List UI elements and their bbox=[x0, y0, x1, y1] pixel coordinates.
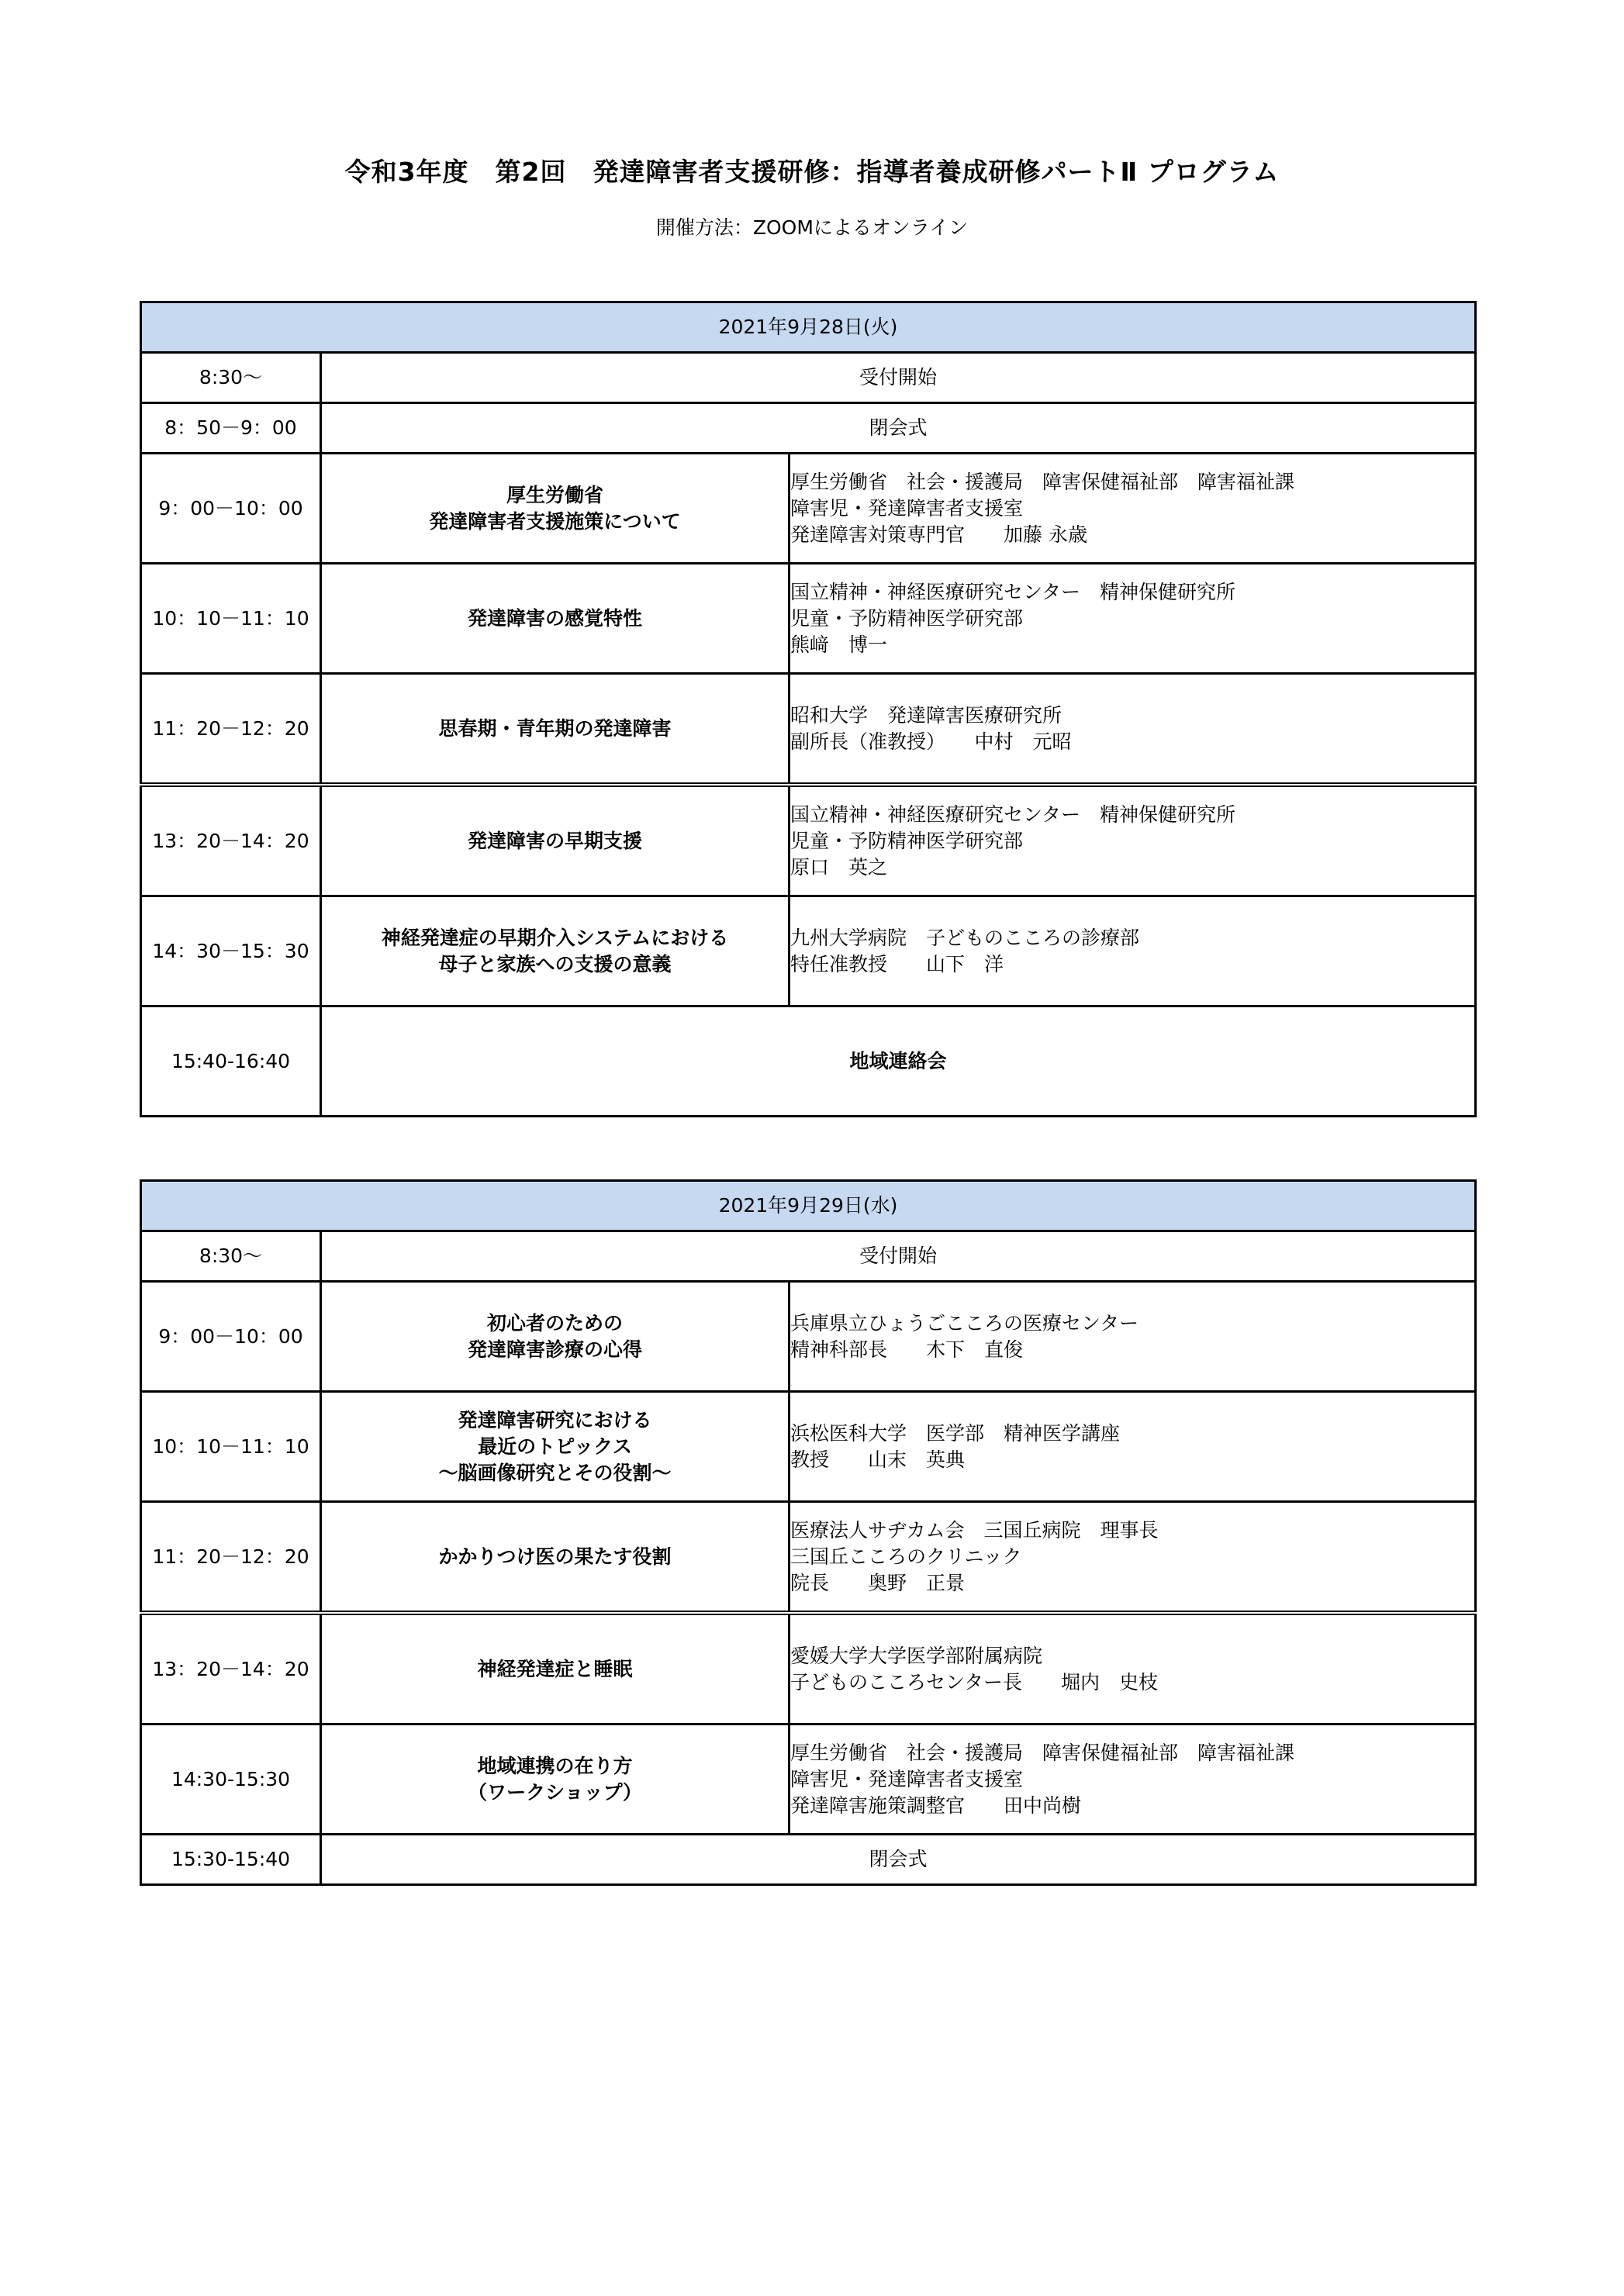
topic-line: 発達障害診療の心得 bbox=[467, 1338, 642, 1361]
table-row bbox=[141, 1392, 1476, 1502]
time-cell: 13：20－14：20 bbox=[141, 785, 321, 896]
table-row bbox=[141, 896, 1476, 1006]
speaker-line: 児童・予防精神医学研究部 bbox=[790, 606, 1024, 630]
topic-line: 初心者のための bbox=[486, 1311, 623, 1334]
topic-line: かかりつけ医の果たす役割 bbox=[438, 1545, 672, 1568]
speaker-line: 愛媛大学大学医学部附属病院 bbox=[790, 1644, 1043, 1667]
table-row bbox=[141, 1613, 1476, 1725]
speaker-line: 国立精神・神経医療研究センター 精神保健研究所 bbox=[790, 803, 1236, 826]
speaker-line: 精神科部長 木下 直俊 bbox=[790, 1338, 1024, 1361]
speaker-cell bbox=[790, 564, 1476, 674]
speaker-line: 院長 奥野 正景 bbox=[790, 1571, 966, 1594]
speaker-cell bbox=[790, 785, 1476, 896]
table-row bbox=[141, 454, 1476, 564]
speaker-line: 子どものこころセンター長 堀内 史枝 bbox=[790, 1670, 1159, 1694]
date-header: 2021年9月28日(火) bbox=[141, 302, 1476, 353]
speaker-line: 三国丘こころのクリニック bbox=[790, 1545, 1022, 1568]
speaker-cell bbox=[790, 1613, 1476, 1725]
event-cell: 閉会式 bbox=[321, 1835, 1476, 1885]
speaker-cell bbox=[790, 1282, 1476, 1392]
speaker-line: 兵庫県立ひょうごこころの医療センター bbox=[790, 1311, 1139, 1334]
topic-line: 厚生労働省 bbox=[506, 483, 603, 506]
topic-line: 発達障害者支援施策について bbox=[429, 509, 681, 533]
time-cell: 8:30～ bbox=[141, 1231, 321, 1282]
topic-line: 発達障害の早期支援 bbox=[467, 829, 642, 852]
speaker-line: 副所長（准教授） 中村 元昭 bbox=[790, 730, 1072, 753]
time-cell: 10：10－11：10 bbox=[141, 564, 321, 674]
speaker-line: 熊﨑 博一 bbox=[790, 633, 888, 656]
topic-cell bbox=[321, 454, 790, 564]
table-row bbox=[141, 1006, 1476, 1117]
schedule-table-day1 bbox=[140, 301, 1477, 1117]
speaker-line: 原口 英之 bbox=[790, 855, 888, 879]
topic-cell bbox=[321, 1006, 1476, 1117]
topic-cell bbox=[321, 1613, 790, 1725]
speaker-cell bbox=[790, 1392, 1476, 1502]
time-cell: 8：50－9：00 bbox=[141, 403, 321, 454]
topic-cell bbox=[321, 564, 790, 674]
table-row bbox=[141, 564, 1476, 674]
event-cell: 閉会式 bbox=[321, 403, 1476, 454]
table-row bbox=[141, 353, 1476, 403]
topic-line: 最近のトピックス bbox=[478, 1435, 632, 1458]
speaker-line: 児童・予防精神医学研究部 bbox=[790, 829, 1024, 852]
topic-line: 神経発達症の早期介入システムにおける bbox=[381, 926, 729, 949]
speaker-line: 昭和大学 発達障害医療研究所 bbox=[790, 703, 1063, 727]
event-cell: 受付開始 bbox=[321, 353, 1476, 403]
date-header: 2021年9月29日(水) bbox=[141, 1181, 1476, 1231]
topic-cell bbox=[321, 1725, 790, 1835]
table-row bbox=[141, 1282, 1476, 1392]
table-row bbox=[141, 674, 1476, 785]
time-cell: 15:40-16:40 bbox=[141, 1006, 321, 1117]
speaker-line: 国立精神・神経医療研究センター 精神保健研究所 bbox=[790, 580, 1236, 603]
table-row bbox=[141, 1725, 1476, 1835]
time-cell: 11：20－12：20 bbox=[141, 1502, 321, 1614]
speaker-line: 教授 山末 英典 bbox=[790, 1448, 966, 1471]
speaker-cell bbox=[790, 454, 1476, 564]
topic-line: 地域連絡会 bbox=[849, 1049, 947, 1072]
time-cell: 11：20－12：20 bbox=[141, 674, 321, 785]
time-cell: 13：20－14：20 bbox=[141, 1613, 321, 1725]
time-cell: 15:30-15:40 bbox=[141, 1835, 321, 1885]
speaker-line: 厚生労働省 社会・援護局 障害保健福祉部 障害福祉課 bbox=[790, 1741, 1295, 1764]
table-row bbox=[141, 1502, 1476, 1614]
table-row bbox=[141, 785, 1476, 896]
speaker-line: 九州大学病院 子どものこころの診療部 bbox=[790, 926, 1140, 949]
time-cell: 14：30－15：30 bbox=[141, 896, 321, 1006]
speaker-line: 発達障害対策専門官 加藤 永歳 bbox=[790, 523, 1087, 546]
topic-line: 神経発達症と睡眠 bbox=[477, 1657, 633, 1680]
speaker-cell bbox=[790, 896, 1476, 1006]
topic-line: 母子と家族への支援の意義 bbox=[438, 952, 672, 975]
speaker-line: 厚生労働省 社会・援護局 障害保健福祉部 障害福祉課 bbox=[790, 470, 1295, 493]
topic-cell bbox=[321, 1392, 790, 1502]
topic-line: 地域連携の在り方 bbox=[477, 1754, 633, 1777]
topic-cell bbox=[321, 785, 790, 896]
speaker-line: 医療法人サヂカム会 三国丘病院 理事長 bbox=[790, 1518, 1159, 1542]
time-cell: 9：00－10：00 bbox=[141, 454, 321, 564]
speaker-cell bbox=[790, 1725, 1476, 1835]
schedule-table-day2 bbox=[140, 1179, 1477, 1886]
table-row bbox=[141, 1231, 1476, 1282]
topic-cell bbox=[321, 896, 790, 1006]
speaker-line: 障害児・発達障害者支援室 bbox=[790, 496, 1024, 520]
topic-line: ～脳画像研究とその役割～ bbox=[438, 1461, 672, 1484]
speaker-line: 発達障害施策調整官 田中尚樹 bbox=[790, 1794, 1082, 1817]
speaker-line: 障害児・発達障害者支援室 bbox=[790, 1767, 1024, 1790]
topic-cell bbox=[321, 1502, 790, 1614]
topic-line: 思春期・青年期の発達障害 bbox=[438, 716, 672, 740]
speaker-line: 浜松医科大学 医学部 精神医学講座 bbox=[790, 1421, 1121, 1445]
time-cell: 8:30～ bbox=[141, 353, 321, 403]
speaker-line: 特任准教授 山下 洋 bbox=[790, 952, 1004, 975]
topic-cell bbox=[321, 1282, 790, 1392]
time-cell: 9：00－10：00 bbox=[141, 1282, 321, 1392]
table-row bbox=[141, 1835, 1476, 1885]
event-cell: 受付開始 bbox=[321, 1231, 1476, 1282]
topic-line: 発達障害の感覚特性 bbox=[467, 606, 642, 630]
speaker-cell bbox=[790, 674, 1476, 785]
page-subtitle: 開催方法：ZOOMによるオンライン bbox=[655, 216, 969, 239]
topic-cell bbox=[321, 674, 790, 785]
topic-line: （ワークショップ） bbox=[468, 1780, 642, 1804]
table-row bbox=[141, 403, 1476, 454]
topic-line: 発達障害研究における bbox=[458, 1408, 652, 1431]
speaker-cell bbox=[790, 1502, 1476, 1614]
page-title: 令和3年度 第2回 発達障害者支援研修：指導者養成研修パートⅡ プログラム bbox=[344, 157, 1280, 187]
time-cell: 10：10－11：10 bbox=[141, 1392, 321, 1502]
time-cell: 14:30-15:30 bbox=[141, 1725, 321, 1835]
